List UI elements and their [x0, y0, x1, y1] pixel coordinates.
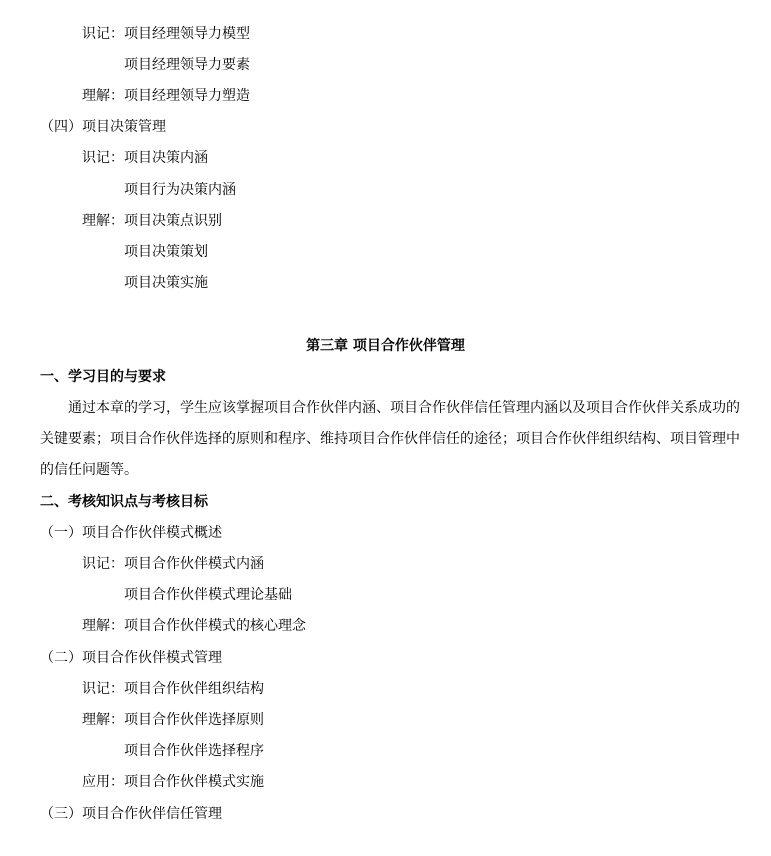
section-heading: 一、学习目的与要求 — [40, 369, 166, 385]
paragraph-line: 关键要素；项目合作伙伴选择的原则和程序、维持项目合作伙伴信任的途径；项目合作伙伴组织结构、项目管理中 — [40, 431, 740, 447]
subsection-heading: （二）项目合作伙伴模式管理 — [40, 650, 222, 666]
outline-item: 识记：项目合作伙伴模式内涵 — [82, 556, 264, 572]
outline-item: 项目决策实施 — [124, 275, 208, 291]
outline-item: 项目决策策划 — [124, 244, 208, 260]
outline-item: 项目合作伙伴模式理论基础 — [124, 587, 292, 603]
paragraph-line: 的信任问题等。 — [40, 462, 138, 478]
outline-item: 识记：项目经理领导力模型 — [82, 26, 250, 42]
outline-item: 识记：项目合作伙伴组织结构 — [82, 681, 264, 697]
outline-item: 项目行为决策内涵 — [124, 182, 236, 198]
outline-item: 项目经理领导力要素 — [124, 57, 250, 73]
section-heading: 二、考核知识点与考核目标 — [40, 494, 208, 510]
outline-item: 理解：项目合作伙伴模式的核心理念 — [82, 618, 306, 634]
subsection-heading: （三）项目合作伙伴信任管理 — [40, 806, 222, 822]
subsection-heading: （一）项目合作伙伴模式概述 — [40, 525, 222, 541]
outline-item: 项目合作伙伴选择程序 — [124, 743, 264, 759]
outline-item: 应用：项目合作伙伴模式实施 — [82, 774, 264, 790]
outline-item: 识记：项目决策内涵 — [82, 150, 208, 166]
chapter-title: 第三章 项目合作伙伴管理 — [306, 338, 465, 354]
outline-item: 理解：项目合作伙伴选择原则 — [82, 712, 264, 728]
paragraph-line: 通过本章的学习，学生应该掌握项目合作伙伴内涵、项目合作伙伴信任管理内涵以及项目合作伙伴关系成功的 — [40, 400, 740, 416]
subsection-heading: （四）项目决策管理 — [40, 119, 166, 135]
outline-item: 理解：项目经理领导力塑造 — [82, 88, 250, 104]
outline-item: 理解：项目决策点识别 — [82, 213, 222, 229]
